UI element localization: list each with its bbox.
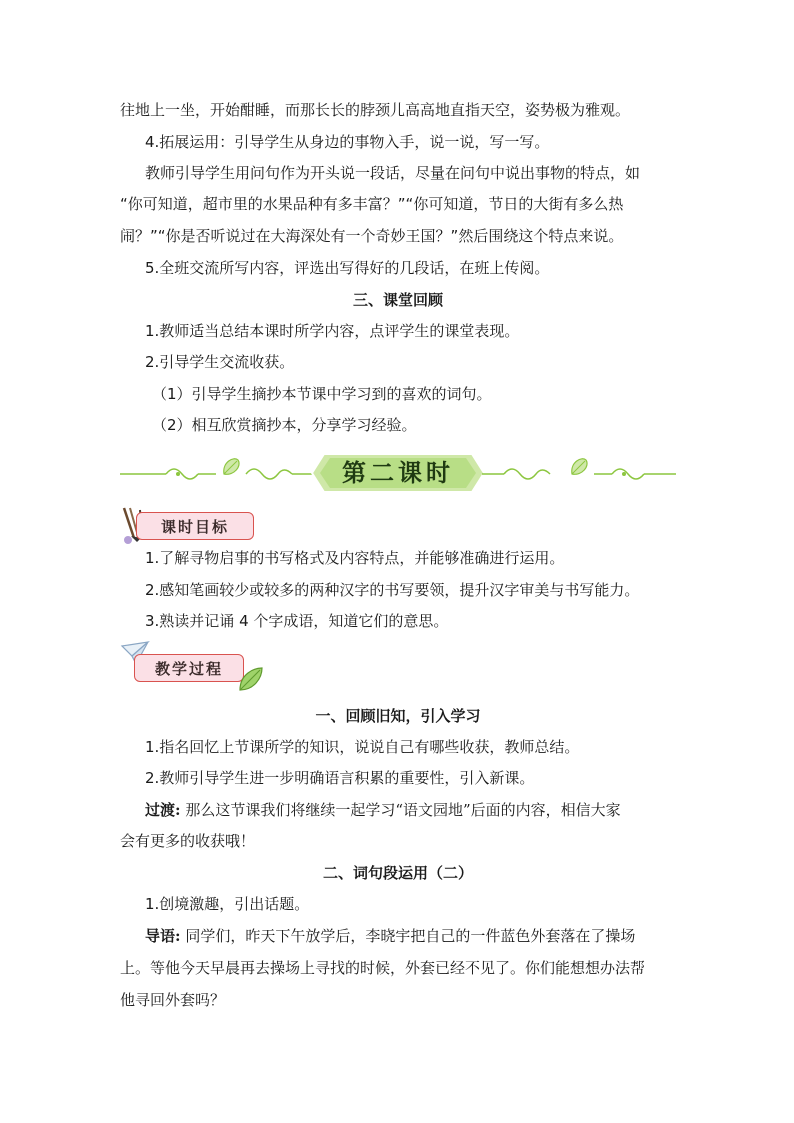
transition-lead: 过渡: <box>145 801 181 819</box>
item-5: 5.全班交流所写内容，评选出写得好的几段话，在班上传阅。 <box>145 259 550 277</box>
paragraph-line: 闹？”“你是否听说过在大海深处有一个奇妙王国？”然后围绕这个特点来说。 <box>120 227 624 245</box>
usage-item-1: 1.创境激趣，引出话题。 <box>145 895 310 913</box>
process-label-block <box>118 640 268 696</box>
guide-line-2: 上。等他今天早晨再去操场上寻找的时候，外套已经不见了。你们能想想办法帮 <box>120 959 646 977</box>
process-item-2: 2.教师引导学生进一步明确语言积累的重要性，引入新课。 <box>145 769 535 787</box>
review-subitem-2: （2）相互欣赏摘抄本，分享学习经验。 <box>152 416 417 434</box>
guide-line-3: 他寻回外套吗？ <box>120 991 226 1009</box>
review-subitem-1: （1）引导学生摘抄本节课中学习到的喜欢的词句。 <box>152 385 492 403</box>
paragraph-line: 教师引导学生用问句作为开头说一段话，尽量在问句中说出事物的特点，如 <box>145 164 641 182</box>
leaf-icon <box>236 664 266 694</box>
review-item-2: 2.引导学生交流收获。 <box>145 353 295 371</box>
guide-lead: 导语: <box>145 927 181 945</box>
paragraph-continuation: 往地上一坐，开始酣睡，而那长长的脖颈儿高高地直指天空，姿势极为雅观。 <box>120 101 631 119</box>
transition-line-2: 会有更多的收获哦！ <box>120 832 256 850</box>
transition-line-1 <box>145 800 676 820</box>
paragraph-line: “你可知道，超市里的水果品种有多丰富？”“你可知道，节日的大街有多么热 <box>120 195 624 213</box>
item-4: 4.拓展运用：引导学生从身边的事物入手，说一说，写一写。 <box>145 133 550 151</box>
lesson-divider <box>118 448 678 498</box>
review-item-1: 1.教师适当总结本课时所学内容，点评学生的课堂表现。 <box>145 322 520 340</box>
goal-item-3: 3.熟读并记诵 4 个字成语，知道它们的意思。 <box>145 612 449 630</box>
goals-label-block <box>118 506 258 546</box>
section-heading-usage: 二、词句段运用（二） <box>322 864 473 882</box>
section-heading-review-old: 一、回顾旧知，引入学习 <box>315 707 481 725</box>
process-label: 教学过程 <box>134 654 244 682</box>
section-heading-review: 三、课堂回顾 <box>352 291 443 309</box>
transition-text: 那么这节课我们将继续一起学习“语文园地”后面的内容，相信大家 <box>180 801 621 819</box>
goal-item-2: 2.感知笔画较少或较多的两种汉字的书写要领，提升汉字审美与书写能力。 <box>145 581 640 599</box>
goal-item-1: 1.了解寻物启事的书写格式及内容特点，并能够准确进行运用。 <box>145 549 565 567</box>
guide-line-1 <box>145 926 676 946</box>
goals-label: 课时目标 <box>136 512 254 540</box>
guide-text: 同学们，昨天下午放学后，李晓宇把自己的一件蓝色外套落在了操场 <box>180 927 636 945</box>
lesson-title: 第二课时 <box>342 459 454 487</box>
process-item-1: 1.指名回忆上节课所学的知识，说说自己有哪些收获，教师总结。 <box>145 738 580 756</box>
